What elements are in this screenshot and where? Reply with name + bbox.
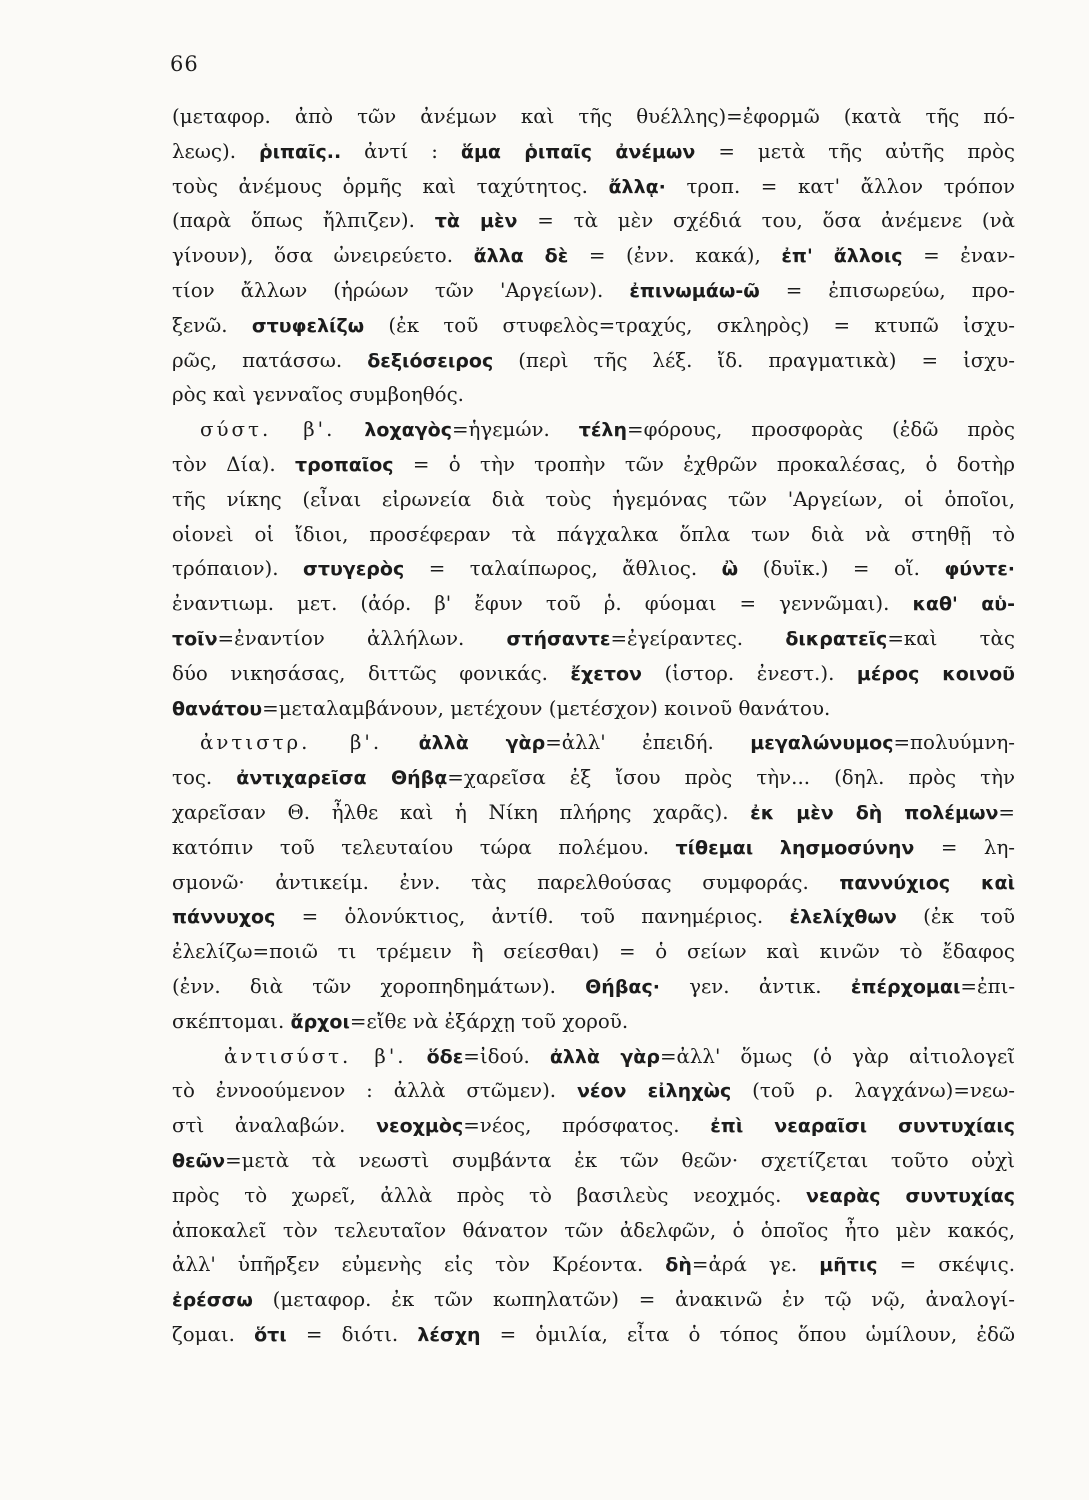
lemma: θεῶν	[172, 1149, 226, 1172]
text-run: =ἐγείραντες.	[610, 626, 786, 650]
text-run: (μεταφορ. ἀπὸ τῶν ἀνέμων καὶ τῆς θυέλλης)=ἐφορμῶ (κατὰ τῆς πό-	[172, 105, 1015, 128]
text-run: τίον ἄλλων (ἡρώων τῶν 'Αργείων).	[172, 278, 630, 302]
text-run: = σκέψις.	[877, 1253, 1015, 1277]
text-run: γίνουν), ὅσα ὠνειρεύετο.	[172, 244, 474, 268]
lemma: θανάτου	[172, 697, 263, 720]
text-line	[172, 1248, 1015, 1283]
text-line	[172, 483, 1015, 518]
lemma: ἄλλᾳ·	[608, 175, 666, 198]
text-run: οἱονεὶ οἱ ἴδιοι, προσέφεραν τὰ πάγχαλκα ὅπλα των διὰ νὰ στηθῇ τὸ	[172, 522, 1015, 546]
section-label: ἀντιστρ. β'.	[200, 731, 383, 755]
lemma: ἐπ' ἄλλοις	[781, 245, 903, 268]
text-run: (ἐκ τοῦ	[896, 905, 1015, 929]
lemma: καθ' αὑ-	[912, 593, 1015, 616]
lemma: δὴ	[665, 1254, 692, 1277]
text-run: ἀντί :	[341, 139, 461, 163]
text-line	[172, 1040, 1015, 1075]
text-line	[172, 239, 1015, 274]
lemma: τίθεμαι λησμοσύνην	[675, 836, 915, 859]
lemma: παννύχιος καὶ	[839, 871, 1015, 894]
text-line	[172, 796, 1015, 831]
text-run: (ἐκ τοῦ στυφελὸς=τραχύς, σκληρὸς) = κτυπῶ ἰσχυ-	[364, 313, 1015, 337]
lemma: στήσαντε	[506, 627, 611, 650]
lemma: λοχαγὸς	[364, 419, 452, 442]
text-line	[172, 587, 1015, 622]
text-run: = (ἐνν. κακά),	[568, 244, 782, 268]
text-line	[172, 692, 1015, 727]
lemma: ἀντιχαρεῖσα Θήβᾳ	[236, 767, 448, 790]
text-run: =φόρους, προσφορὰς (ἐδῶ πρὸς	[627, 418, 1015, 442]
lemma: ὢ	[721, 558, 739, 581]
lemma: ἐπινωμάω-ῶ	[629, 279, 760, 302]
text-run: = μετὰ τῆς αὐτῆς πρὸς	[695, 139, 1015, 163]
text-run: =νέος, πρόσφατος.	[463, 1114, 711, 1138]
text-line	[172, 1318, 1015, 1353]
text-run: = ἐναν-	[902, 244, 1015, 268]
lemma: νεαρὰς συντυχίας	[806, 1184, 1015, 1207]
text-run: (δυϊκ.) = οἵ.	[738, 557, 945, 581]
text-run: = ἐπισωρεύω, προ-	[759, 278, 1015, 302]
text-line	[172, 1214, 1015, 1249]
text-run: (περὶ τῆς λέξ. ἴδ. πραγματικὰ) = ἰσχυ-	[493, 348, 1015, 372]
text-run: =	[998, 800, 1015, 824]
text-line	[172, 935, 1015, 970]
lemma: ὅτι	[254, 1323, 287, 1346]
text-run: = ὁλονύκτιος, ἀντίθ. τοῦ πανημέριος.	[275, 905, 790, 929]
lemma: δικρατεῖς	[785, 627, 888, 650]
lemma: λέσχη	[417, 1323, 481, 1346]
text-run: =πολυύμνη-	[893, 731, 1015, 755]
lemma: ἄρχοι	[290, 1010, 350, 1033]
text-run: κατόπιν τοῦ τελευταίου τώρα πολέμου.	[172, 835, 676, 859]
text-line	[172, 970, 1015, 1005]
text-line	[172, 657, 1015, 692]
text-run: δύο νικησάσας, διττῶς φονικάς.	[172, 661, 571, 685]
lemma: μεγαλώνυμος	[750, 732, 894, 755]
text-run: ξενῶ.	[172, 313, 252, 337]
text-line	[172, 761, 1015, 796]
text-line	[172, 378, 1015, 413]
text-run: =ἐπι-	[960, 974, 1015, 998]
text-run: =καὶ τὰς	[887, 626, 1015, 650]
text-run: ρῶς, πατάσσω.	[172, 348, 368, 372]
text-line	[172, 344, 1015, 379]
text-run: =χαρεῖσα ἐξ ἴσου πρὸς τὴν... (δηλ. πρὸς τὴν	[447, 766, 1015, 790]
lemma: ἐρέσσω	[172, 1289, 253, 1312]
text-run: τος.	[172, 766, 237, 790]
text-run: σκέπτομαι.	[172, 1009, 291, 1033]
text-run: =μετὰ τὰ νεωστὶ συμβάντα ἐκ τῶν θεῶν· σχετίζεται τοῦτο οὐχὶ	[225, 1148, 1015, 1172]
text-run: γεν. ἀντικ.	[659, 974, 851, 998]
lemma: ἐπὶ νεαραῖσι συντυχίαις	[710, 1115, 1015, 1138]
text-run: ἐναντιωμ. μετ. (ἀόρ. β' ἔφυν τοῦ ῥ. φύομαι = γεννῶμαι).	[172, 592, 913, 616]
text-run: = ὁ τὴν τροπὴν τῶν ἐχθρῶν προκαλέσας, ὁ δοτὴρ	[393, 452, 1015, 476]
text-line	[172, 1179, 1015, 1214]
text-line	[172, 518, 1015, 553]
text-run: = ταλαίπωρος, ἄθλιος.	[404, 557, 722, 581]
text-run: (ἱστορ. ἐνεστ.).	[641, 661, 857, 685]
text-line	[172, 1074, 1015, 1109]
text-run	[407, 1045, 427, 1068]
lemma: στυφελίζω	[251, 314, 365, 337]
lemma: ἄλλα δὲ	[473, 245, 569, 268]
lemma: Θήβας·	[585, 975, 660, 998]
lemma: ἐκ μὲν δὴ πολέμων	[750, 801, 999, 824]
text-line	[172, 831, 1015, 866]
lemma: στυγερὸς	[303, 558, 405, 581]
text-line	[172, 413, 1015, 448]
lemma: τοῖν	[172, 627, 218, 650]
text-run: =ἐναντίον ἀλλήλων.	[217, 626, 507, 650]
text-run: =ἀλλ' ὅμως (ὁ γὰρ αἰτιολογεῖ	[659, 1044, 1015, 1068]
text-run: (παρὰ ὅπως ἤλπιζεν).	[172, 209, 435, 233]
lemma: μέρος κοινοῦ	[856, 662, 1015, 685]
section-label: σύστ. β'.	[200, 418, 336, 442]
text-line	[172, 309, 1015, 344]
text-run: (τοῦ ρ. λαγχάνω)=νεω-	[731, 1079, 1015, 1103]
text-run: λεως).	[172, 139, 259, 163]
text-run: χαρεῖσαν Θ. ἦλθε καὶ ἡ Νίκη πλήρης χαρᾶς).	[172, 800, 751, 824]
text-line	[172, 726, 1015, 761]
text-run: = ὁμιλία, εἶτα ὁ τόπος ὅπου ὡμίλουν, ἐδῶ	[480, 1322, 1015, 1346]
lemma: τὰ μὲν	[434, 210, 518, 233]
text-run: τροπ. = κατ' ἄλλον τρόπον	[665, 174, 1015, 198]
lemma: νεοχμὸς	[376, 1115, 464, 1138]
lemma: τέλη	[578, 419, 627, 442]
text-run: = διότι.	[286, 1322, 418, 1346]
text-line	[172, 552, 1015, 587]
text-line	[172, 135, 1015, 170]
lemma: ἀλλὰ γὰρ	[549, 1045, 660, 1068]
text-line	[172, 1109, 1015, 1144]
text-run: =ἡγεμών.	[451, 418, 579, 442]
text-run: στὶ ἀναλαβών.	[172, 1114, 377, 1138]
text-run: τοὺς ἀνέμους ὁρμῆς καὶ ταχύτητος.	[172, 174, 609, 198]
text-line	[172, 622, 1015, 657]
text-run: =εἴθε νὰ ἐξάρχῃ τοῦ χοροῦ.	[349, 1009, 629, 1033]
text-run: τὸ ἐννοούμενον : ἀλλὰ στῶμεν).	[172, 1079, 577, 1103]
text-line	[172, 1283, 1015, 1318]
text-line	[172, 1144, 1015, 1179]
text-line	[172, 866, 1015, 901]
text-line	[172, 1005, 1015, 1040]
text-run: ζομαι.	[172, 1322, 255, 1346]
page-number: 66	[170, 52, 199, 76]
lemma: ἐπέρχομαι	[850, 975, 961, 998]
lemma: νέον εἰληχὼς	[576, 1080, 732, 1103]
lemma: μῆτις	[819, 1254, 878, 1277]
lemma: ῥιπαῖς..	[258, 140, 342, 163]
text-line	[172, 900, 1015, 935]
text-run	[382, 731, 419, 754]
text-run: = λη-	[914, 835, 1015, 859]
text-line	[172, 448, 1015, 483]
lemma: φύντε·	[944, 558, 1015, 581]
text-run: =μεταλαμβάνουν, μετέχουν (μετέσχον) κοινοῦ θανάτου.	[262, 696, 831, 720]
text-run: ρὸς καὶ γενναῖος συμβοηθός.	[172, 383, 464, 407]
text-line	[172, 204, 1015, 239]
lemma: ἀλλὰ γὰρ	[418, 732, 546, 755]
lemma: ἔχετον	[570, 662, 642, 685]
text-run: = τὰ μὲν σχέδιά του, ὅσα ἀνέμενε (νὰ	[517, 209, 1015, 233]
text-run: ἀλλ' ὑπῆρξεν εὐμενὴς εἰς τὸν Κρέοντα.	[172, 1253, 666, 1277]
text-run: ἀποκαλεῖ τὸν τελευταῖον θάνατον τῶν ἀδελφῶν, ὁ ὁποῖος ἦτο μὲν κακός,	[172, 1218, 1015, 1242]
text-run: =ἰδού.	[463, 1044, 550, 1068]
lemma: τροπαῖος	[294, 453, 394, 476]
text-run: (ἐνν. διὰ τῶν χοροπηδημάτων).	[172, 974, 586, 998]
text-run	[335, 418, 364, 441]
lemma: πάννυχος	[172, 906, 276, 929]
text-run: =ἀλλ' ἐπειδή.	[545, 731, 751, 755]
lemma: ὅδε	[426, 1045, 464, 1068]
text-run: τρόπαιον).	[172, 557, 304, 581]
text-run: ἐλελίζω=ποιῶ τι τρέμειν ἢ σείεσθαι) = ὁ σείων καὶ κινῶν τὸ ἔδαφος	[172, 940, 1015, 964]
body-text	[172, 100, 1015, 1353]
text-line	[172, 274, 1015, 309]
text-line	[172, 170, 1015, 205]
text-run: πρὸς τὸ χωρεῖ, ἀλλὰ πρὸς τὸ βασιλεὺς νεοχμός.	[172, 1183, 807, 1207]
lemma: δεξιόσειρος	[367, 349, 494, 372]
section-label: ἀντισύστ. β'.	[224, 1044, 407, 1068]
lemma: ἐλελίχθων	[789, 906, 897, 929]
text-line	[172, 100, 1015, 135]
text-run: σμονῶ· ἀντικείμ. ἐνν. τὰς παρελθούσας συμφοράς.	[172, 870, 840, 894]
lemma: ἅμα ῥιπαῖς ἀνέμων	[460, 140, 696, 163]
text-run: τὸν Δία).	[172, 452, 295, 476]
text-run: (μεταφορ. ἐκ τῶν κωπηλατῶν) = ἀνακινῶ ἐν τῷ νῷ, ἀναλογί-	[252, 1288, 1015, 1312]
text-run: τῆς νίκης (εἶναι εἰρωνεία διὰ τοὺς ἡγεμόνας τῶν 'Αργείων, οἱ ὁποῖοι,	[172, 487, 1015, 511]
text-run: =ἀρά γε.	[691, 1253, 820, 1277]
